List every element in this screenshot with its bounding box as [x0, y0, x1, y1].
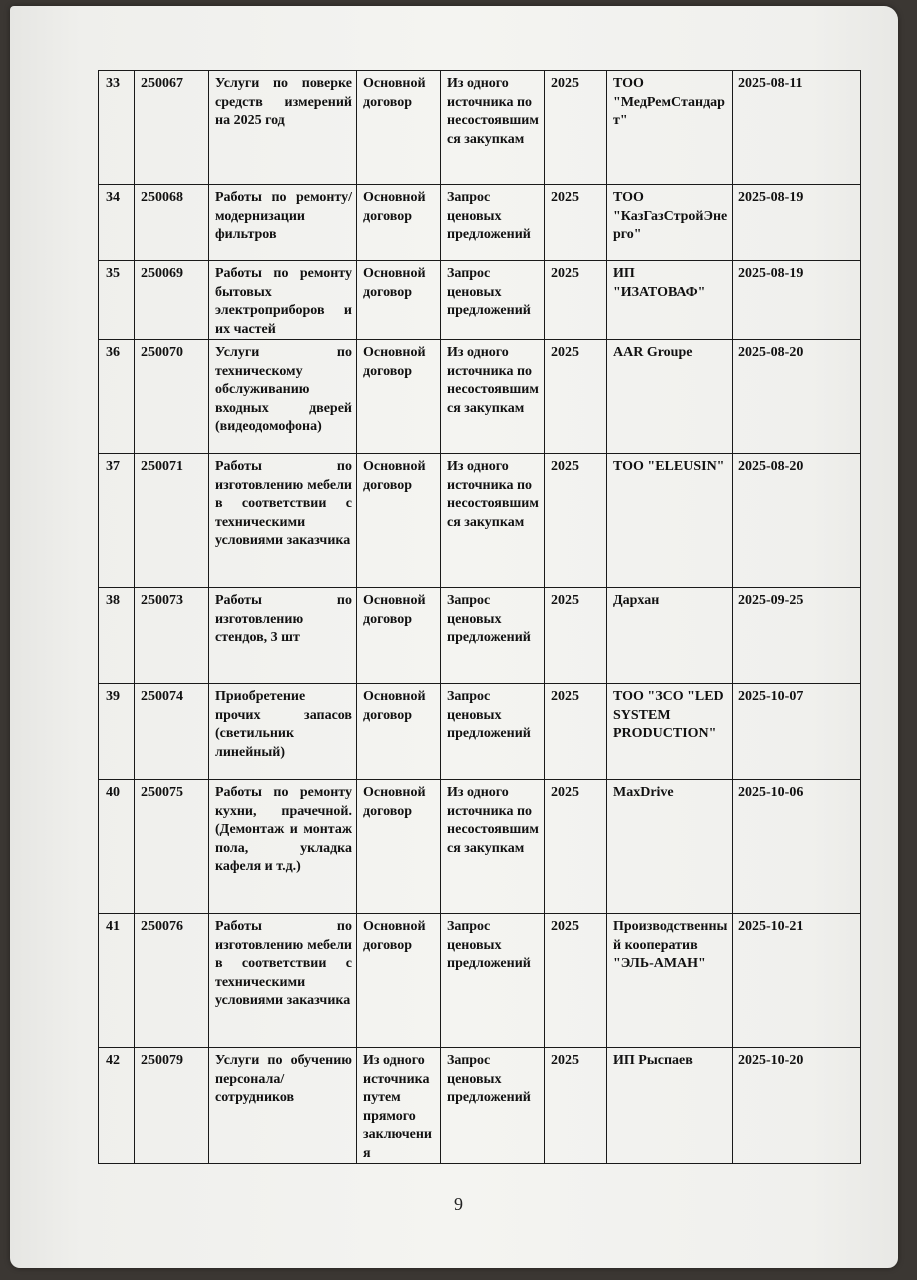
procurement-subject: Работы по изготовлению стендов, 3 шт	[209, 588, 357, 684]
table-row	[99, 261, 861, 340]
procurement-subject: Услуги по обучению персонала/сотрудников	[209, 1048, 357, 1164]
row-number: 37	[99, 454, 135, 588]
table-body	[99, 71, 861, 1164]
procurement-method: Запрос ценовых предложений	[441, 914, 545, 1048]
procurement-subject: Приобретение прочих запасов (светильник линейный)	[209, 684, 357, 780]
contract-date: 2025-08-11	[733, 71, 861, 185]
row-number: 40	[99, 780, 135, 914]
contract-date: 2025-10-06	[733, 780, 861, 914]
row-number: 33	[99, 71, 135, 185]
contract-type: Основной договор	[357, 261, 441, 340]
procurement-method: Запрос ценовых предложений	[441, 684, 545, 780]
table-row	[99, 185, 861, 261]
supplier-name: ТОО "КазГазСтройЭнерго"	[607, 185, 733, 261]
procurement-subject: Работы по изготовлению мебели в соответствии с техническими условиями заказчика	[209, 914, 357, 1048]
table-row	[99, 684, 861, 780]
procurement-method: Из одного источника по несостоявшимся закупкам	[441, 71, 545, 185]
procurement-method: Запрос ценовых предложений	[441, 261, 545, 340]
contract-date: 2025-10-20	[733, 1048, 861, 1164]
contract-date: 2025-08-20	[733, 340, 861, 454]
lot-code: 250069	[135, 261, 209, 340]
row-number: 42	[99, 1048, 135, 1164]
contract-type: Основной договор	[357, 185, 441, 261]
procurement-year: 2025	[545, 780, 607, 914]
procurement-method: Из одного источника по несостоявшимся закупкам	[441, 454, 545, 588]
table-row	[99, 1048, 861, 1164]
procurement-method: Из одного источника по несостоявшимся закупкам	[441, 780, 545, 914]
contract-date: 2025-10-21	[733, 914, 861, 1048]
lot-code: 250075	[135, 780, 209, 914]
contract-type: Основной договор	[357, 684, 441, 780]
lot-code: 250074	[135, 684, 209, 780]
contract-date: 2025-08-19	[733, 185, 861, 261]
procurement-subject: Услуги по техническому обслуживанию входных дверей (видеодомофона)	[209, 340, 357, 454]
supplier-name: MaxDrive	[607, 780, 733, 914]
table-row	[99, 780, 861, 914]
procurement-year: 2025	[545, 340, 607, 454]
procurement-year: 2025	[545, 185, 607, 261]
lot-code: 250067	[135, 71, 209, 185]
table-row	[99, 914, 861, 1048]
table-row	[99, 454, 861, 588]
procurement-year: 2025	[545, 914, 607, 1048]
contract-type: Основной договор	[357, 588, 441, 684]
procurement-subject: Работы по ремонту кухни, прачечной. (Демонтаж и монтаж пола, укладка кафеля и т.д.)	[209, 780, 357, 914]
lot-code: 250076	[135, 914, 209, 1048]
procurement-year: 2025	[545, 454, 607, 588]
supplier-name: ИП "ИЗАТОВАФ"	[607, 261, 733, 340]
supplier-name: ИП Рыспаев	[607, 1048, 733, 1164]
contract-type: Основной договор	[357, 454, 441, 588]
row-number: 38	[99, 588, 135, 684]
table-row	[99, 71, 861, 185]
lot-code: 250079	[135, 1048, 209, 1164]
row-number: 34	[99, 185, 135, 261]
supplier-name: ТОО "ЗСО "LED SYSTEM PRODUCTION"	[607, 684, 733, 780]
procurement-method: Из одного источника по несостоявшимся закупкам	[441, 340, 545, 454]
supplier-name: ТОО "ELEUSIN"	[607, 454, 733, 588]
lot-code: 250070	[135, 340, 209, 454]
contract-date: 2025-08-19	[733, 261, 861, 340]
contract-date: 2025-10-07	[733, 684, 861, 780]
table-row	[99, 340, 861, 454]
row-number: 39	[99, 684, 135, 780]
procurement-subject: Работы по ремонту бытовых электроприборов и их частей	[209, 261, 357, 340]
procurement-method: Запрос ценовых предложений	[441, 588, 545, 684]
contract-type: Основной договор	[357, 914, 441, 1048]
supplier-name: ТОО "МедРемСтандарт"	[607, 71, 733, 185]
lot-code: 250071	[135, 454, 209, 588]
supplier-name: Производственный кооператив "ЭЛЬ-АМАН"	[607, 914, 733, 1048]
procurement-subject: Услуги по поверке средств измерений на 2025 год	[209, 71, 357, 185]
procurement-table-container	[98, 70, 861, 1164]
row-number: 35	[99, 261, 135, 340]
contract-type: Из одного источника путем прямого заключения	[357, 1048, 441, 1164]
procurement-year: 2025	[545, 684, 607, 780]
contract-date: 2025-08-20	[733, 454, 861, 588]
lot-code: 250073	[135, 588, 209, 684]
procurement-subject: Работы по изготовлению мебели в соответствии с техническими условиями заказчика	[209, 454, 357, 588]
procurement-method: Запрос ценовых предложений	[441, 185, 545, 261]
table-row	[99, 588, 861, 684]
contract-type: Основной договор	[357, 71, 441, 185]
contract-date: 2025-09-25	[733, 588, 861, 684]
contract-type: Основной договор	[357, 780, 441, 914]
procurement-year: 2025	[545, 261, 607, 340]
contract-type: Основной договор	[357, 340, 441, 454]
row-number: 41	[99, 914, 135, 1048]
supplier-name: AAR Groupe	[607, 340, 733, 454]
procurement-year: 2025	[545, 71, 607, 185]
lot-code: 250068	[135, 185, 209, 261]
procurement-year: 2025	[545, 588, 607, 684]
procurement-table	[98, 70, 861, 1164]
supplier-name: Дархан	[607, 588, 733, 684]
page-number: 9	[454, 1194, 463, 1214]
procurement-subject: Работы по ремонту/модернизации фильтров	[209, 185, 357, 261]
row-number: 36	[99, 340, 135, 454]
procurement-year: 2025	[545, 1048, 607, 1164]
procurement-method: Запрос ценовых предложений	[441, 1048, 545, 1164]
